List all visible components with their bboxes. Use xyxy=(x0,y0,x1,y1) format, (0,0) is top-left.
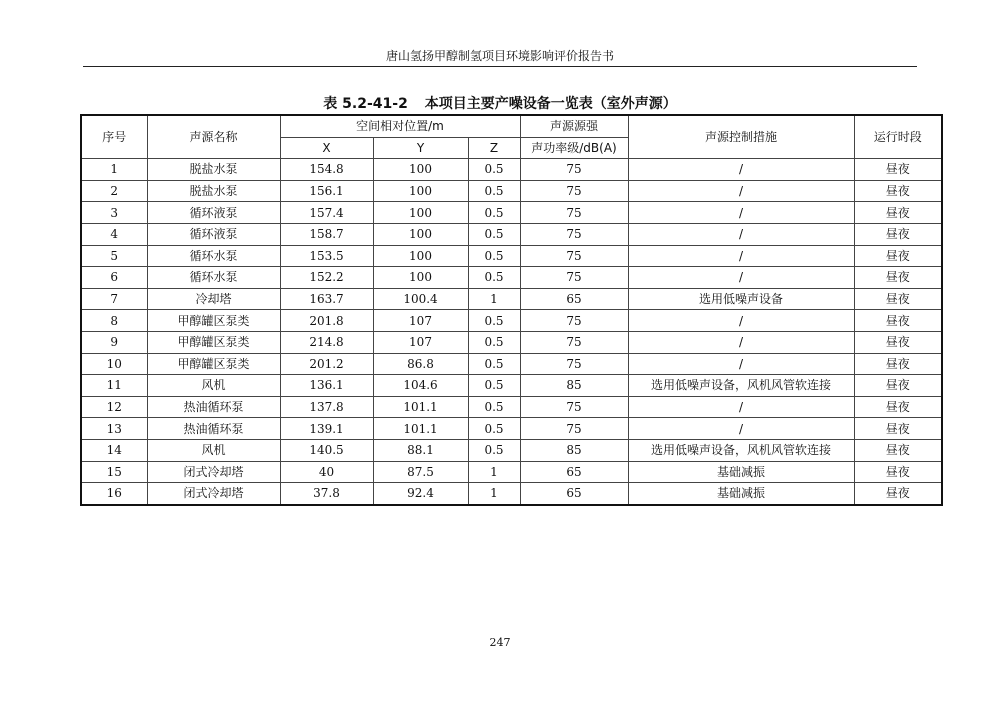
cell-period: 昼夜 xyxy=(854,159,942,181)
cell-z: 1 xyxy=(468,288,520,310)
cell-period: 昼夜 xyxy=(854,483,942,505)
cell-control: 选用低噪声设备 xyxy=(628,288,854,310)
cell-power-level: 75 xyxy=(520,353,628,375)
cell-x: 163.7 xyxy=(280,288,373,310)
cell-power-level: 75 xyxy=(520,331,628,353)
cell-y: 100.4 xyxy=(373,288,468,310)
cell-z: 0.5 xyxy=(468,439,520,461)
cell-z: 0.5 xyxy=(468,180,520,202)
header-y: Y xyxy=(373,137,468,159)
table-row xyxy=(81,267,942,289)
cell-seq: 12 xyxy=(81,396,147,418)
cell-x: 201.8 xyxy=(280,310,373,332)
cell-y: 88.1 xyxy=(373,439,468,461)
cell-control: / xyxy=(628,353,854,375)
cell-power-level: 75 xyxy=(520,202,628,224)
cell-period: 昼夜 xyxy=(854,267,942,289)
cell-name: 循环液泵 xyxy=(147,202,280,224)
cell-y: 107 xyxy=(373,310,468,332)
cell-seq: 9 xyxy=(81,331,147,353)
cell-name: 甲醇罐区泵类 xyxy=(147,310,280,332)
cell-name: 热油循环泵 xyxy=(147,418,280,440)
header-name: 声源名称 xyxy=(147,115,280,159)
cell-period: 昼夜 xyxy=(854,461,942,483)
cell-power-level: 75 xyxy=(520,310,628,332)
cell-power-level: 75 xyxy=(520,267,628,289)
header-source-strength: 声源源强 xyxy=(520,115,628,137)
cell-control: 选用低噪声设备，风机风管软连接 xyxy=(628,375,854,397)
table-row xyxy=(81,461,942,483)
table-body xyxy=(81,159,942,505)
cell-x: 201.2 xyxy=(280,353,373,375)
cell-y: 104.6 xyxy=(373,375,468,397)
table-row xyxy=(81,418,942,440)
cell-seq: 15 xyxy=(81,461,147,483)
cell-control: / xyxy=(628,159,854,181)
table-row xyxy=(81,310,942,332)
cell-z: 1 xyxy=(468,483,520,505)
cell-z: 0.5 xyxy=(468,331,520,353)
header-z: Z xyxy=(468,137,520,159)
cell-control: / xyxy=(628,245,854,267)
cell-period: 昼夜 xyxy=(854,288,942,310)
cell-y: 107 xyxy=(373,331,468,353)
cell-z: 0.5 xyxy=(468,396,520,418)
cell-x: 137.8 xyxy=(280,396,373,418)
cell-control: / xyxy=(628,223,854,245)
cell-z: 0.5 xyxy=(468,159,520,181)
header-position: 空间相对位置/m xyxy=(280,115,520,137)
cell-y: 100 xyxy=(373,202,468,224)
noise-source-table xyxy=(80,114,943,506)
header-period: 运行时段 xyxy=(854,115,942,159)
cell-z: 0.5 xyxy=(468,375,520,397)
cell-x: 140.5 xyxy=(280,439,373,461)
cell-z: 0.5 xyxy=(468,418,520,440)
cell-name: 风机 xyxy=(147,375,280,397)
table-row xyxy=(81,396,942,418)
cell-seq: 4 xyxy=(81,223,147,245)
cell-seq: 1 xyxy=(81,159,147,181)
cell-y: 101.1 xyxy=(373,418,468,440)
cell-name: 甲醇罐区泵类 xyxy=(147,331,280,353)
table-row xyxy=(81,375,942,397)
cell-period: 昼夜 xyxy=(854,331,942,353)
cell-y: 100 xyxy=(373,159,468,181)
cell-z: 0.5 xyxy=(468,245,520,267)
cell-x: 136.1 xyxy=(280,375,373,397)
cell-name: 循环水泵 xyxy=(147,267,280,289)
cell-z: 0.5 xyxy=(468,310,520,332)
cell-period: 昼夜 xyxy=(854,245,942,267)
cell-power-level: 75 xyxy=(520,245,628,267)
table-title: 本项目主要产噪设备一览表（室外声源） xyxy=(424,96,677,112)
table-row xyxy=(81,223,942,245)
cell-seq: 6 xyxy=(81,267,147,289)
cell-x: 153.5 xyxy=(280,245,373,267)
cell-y: 100 xyxy=(373,223,468,245)
cell-power-level: 75 xyxy=(520,180,628,202)
cell-seq: 14 xyxy=(81,439,147,461)
table-row xyxy=(81,483,942,505)
cell-seq: 11 xyxy=(81,375,147,397)
cell-control: / xyxy=(628,267,854,289)
cell-x: 37.8 xyxy=(280,483,373,505)
cell-z: 0.5 xyxy=(468,267,520,289)
cell-name: 闭式冷却塔 xyxy=(147,483,280,505)
header-rule xyxy=(83,66,917,67)
cell-control: 基础减振 xyxy=(628,461,854,483)
table-row xyxy=(81,202,942,224)
cell-z: 1 xyxy=(468,461,520,483)
cell-name: 循环水泵 xyxy=(147,245,280,267)
cell-control: 选用低噪声设备，风机风管软连接 xyxy=(628,439,854,461)
table-row xyxy=(81,288,942,310)
cell-seq: 8 xyxy=(81,310,147,332)
cell-control: / xyxy=(628,418,854,440)
cell-control: / xyxy=(628,310,854,332)
cell-control: / xyxy=(628,396,854,418)
cell-z: 0.5 xyxy=(468,202,520,224)
cell-seq: 5 xyxy=(81,245,147,267)
cell-name: 热油循环泵 xyxy=(147,396,280,418)
cell-period: 昼夜 xyxy=(854,396,942,418)
cell-power-level: 65 xyxy=(520,288,628,310)
cell-control: 基础减振 xyxy=(628,483,854,505)
cell-seq: 3 xyxy=(81,202,147,224)
cell-x: 158.7 xyxy=(280,223,373,245)
cell-power-level: 75 xyxy=(520,418,628,440)
table-row xyxy=(81,245,942,267)
header-x: X xyxy=(280,137,373,159)
cell-power-level: 75 xyxy=(520,396,628,418)
cell-x: 139.1 xyxy=(280,418,373,440)
cell-period: 昼夜 xyxy=(854,353,942,375)
cell-name: 脱盐水泵 xyxy=(147,180,280,202)
table-row xyxy=(81,159,942,181)
cell-x: 157.4 xyxy=(280,202,373,224)
cell-name: 甲醇罐区泵类 xyxy=(147,353,280,375)
table-caption xyxy=(0,93,1000,113)
cell-power-level: 75 xyxy=(520,159,628,181)
cell-period: 昼夜 xyxy=(854,310,942,332)
cell-seq: 2 xyxy=(81,180,147,202)
table-row xyxy=(81,439,942,461)
table-number: 表 5.2-41-2 xyxy=(323,96,408,112)
cell-period: 昼夜 xyxy=(854,439,942,461)
cell-y: 100 xyxy=(373,267,468,289)
cell-power-level: 75 xyxy=(520,223,628,245)
cell-y: 87.5 xyxy=(373,461,468,483)
cell-y: 101.1 xyxy=(373,396,468,418)
cell-power-level: 85 xyxy=(520,439,628,461)
cell-z: 0.5 xyxy=(468,353,520,375)
cell-period: 昼夜 xyxy=(854,418,942,440)
cell-period: 昼夜 xyxy=(854,202,942,224)
table-row xyxy=(81,180,942,202)
header-seq: 序号 xyxy=(81,115,147,159)
cell-seq: 16 xyxy=(81,483,147,505)
cell-x: 214.8 xyxy=(280,331,373,353)
running-header: 唐山氢扬甲醇制氢项目环境影响评价报告书 xyxy=(385,49,614,63)
cell-name: 闭式冷却塔 xyxy=(147,461,280,483)
cell-seq: 7 xyxy=(81,288,147,310)
cell-x: 152.2 xyxy=(280,267,373,289)
cell-x: 40 xyxy=(280,461,373,483)
cell-seq: 10 xyxy=(81,353,147,375)
cell-power-level: 65 xyxy=(520,461,628,483)
cell-control: / xyxy=(628,180,854,202)
cell-y: 86.8 xyxy=(373,353,468,375)
cell-period: 昼夜 xyxy=(854,223,942,245)
cell-name: 循环液泵 xyxy=(147,223,280,245)
cell-name: 脱盐水泵 xyxy=(147,159,280,181)
page-number: 247 xyxy=(489,636,511,649)
cell-control: / xyxy=(628,202,854,224)
cell-power-level: 85 xyxy=(520,375,628,397)
header-control: 声源控制措施 xyxy=(628,115,854,159)
cell-y: 100 xyxy=(373,245,468,267)
table-row xyxy=(81,353,942,375)
cell-period: 昼夜 xyxy=(854,180,942,202)
cell-seq: 13 xyxy=(81,418,147,440)
header-power-level: 声功率级/dB(A) xyxy=(520,137,628,159)
cell-name: 冷却塔 xyxy=(147,288,280,310)
cell-z: 0.5 xyxy=(468,223,520,245)
cell-period: 昼夜 xyxy=(854,375,942,397)
cell-name: 风机 xyxy=(147,439,280,461)
cell-power-level: 65 xyxy=(520,483,628,505)
table-row xyxy=(81,331,942,353)
cell-x: 154.8 xyxy=(280,159,373,181)
cell-x: 156.1 xyxy=(280,180,373,202)
cell-y: 100 xyxy=(373,180,468,202)
cell-y: 92.4 xyxy=(373,483,468,505)
cell-control: / xyxy=(628,331,854,353)
